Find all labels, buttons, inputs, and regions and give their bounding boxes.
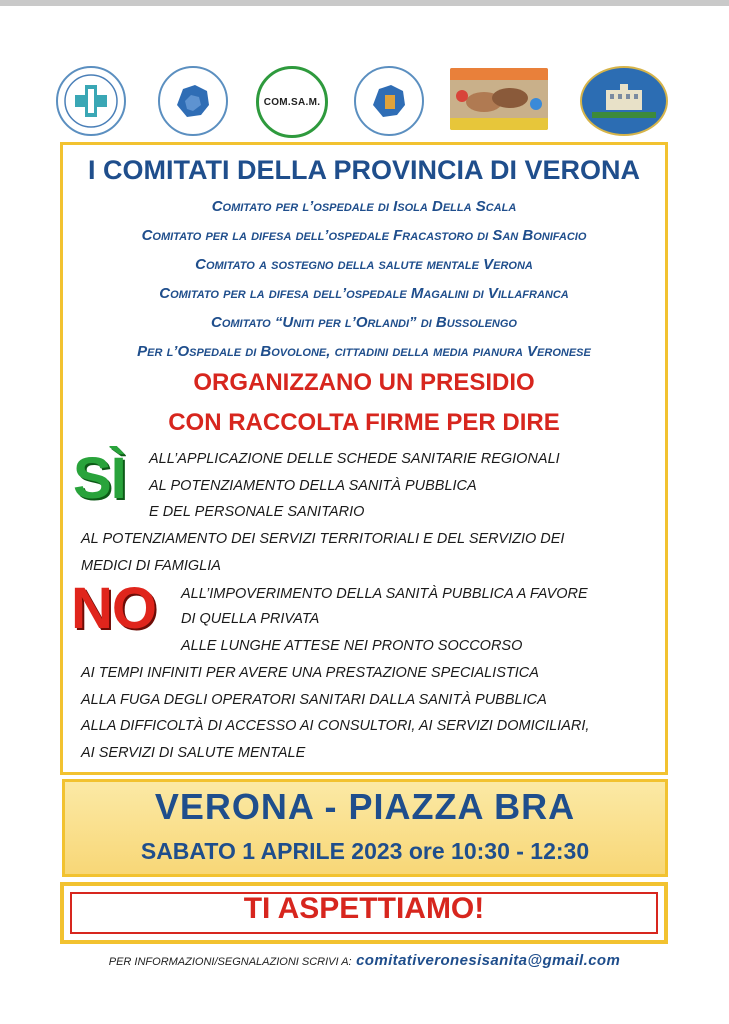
no-item: DI QUELLA PRIVATA xyxy=(181,611,320,627)
no-item: ALLA DIFFICOLTÀ DI ACCESSO AI CONSULTORI, AI SERVIZI DOMICILIARI, xyxy=(81,718,590,734)
no-item: ALLA FUGA DEGLI OPERATORI SANITARI DALLA SANITÀ PUBBLICA xyxy=(81,692,547,708)
yes-item: ALL’APPLICAZIONE DELLE SCHEDE SANITARIE REGIONALI xyxy=(149,451,560,467)
veneto-region-logo xyxy=(158,66,228,136)
veneto-comitato-logo xyxy=(354,66,424,136)
committee-line: Comitato “Uniti per l’Orlandi” di Bussolengo xyxy=(210,314,517,331)
no-item: ALLE LUNGHE ATTESE NEI PRONTO SOCCORSO xyxy=(181,638,523,654)
top-border xyxy=(0,0,729,6)
yes-item: AL POTENZIAMENTO DELLA SANITÀ PUBBLICA xyxy=(149,478,477,494)
yes-item: MEDICI DI FAMIGLIA xyxy=(81,558,221,574)
comsam-logo-text: COM.SA.M. xyxy=(263,96,321,108)
committee-line: Per l’Ospedale di Bovolone, cittadini della media pianura Veronese xyxy=(137,343,591,360)
main-frame xyxy=(60,142,668,775)
comsam-logo xyxy=(256,66,328,138)
event-date: SABATO 1 APRILE 2023 ore 10:30 - 12:30 xyxy=(140,838,590,864)
comitato-isola-della-scala-logo xyxy=(56,66,126,136)
committee-line: Comitato per l’ospedale di Isola Della Scala xyxy=(211,198,517,215)
committee-line: Comitato per la difesa dell’ospedale Fracastoro di San Bonifacio xyxy=(141,227,587,244)
no-item: AI SERVIZI DI SALUTE MENTALE xyxy=(81,745,306,761)
committee-line: Comitato per la difesa dell’ospedale Magalini di Villafranca xyxy=(159,285,569,302)
yes-label: SÌ xyxy=(73,446,126,511)
uniti-per-orlandi-logo xyxy=(450,68,548,130)
closing-text: TI ASPETTIAMO! xyxy=(243,892,485,925)
event-place: VERONA - PIAZZA BRA xyxy=(154,786,576,827)
ospedale-bovolone-logo xyxy=(580,66,668,136)
event-box xyxy=(62,779,668,877)
no-item: ALL’IMPOVERIMENTO DELLA SANITÀ PUBBLICA A FAVORE xyxy=(181,586,588,602)
committee-line: Comitato a sostegno della salute mentale Verona xyxy=(195,256,533,273)
closing-box xyxy=(60,882,668,944)
yes-item: E DEL PERSONALE SANITARIO xyxy=(149,504,365,520)
footer-email-link[interactable]: comitativeronesisanita@gmail.com xyxy=(356,952,621,969)
call-line-2: CON RACCOLTA FIRME PER DIRE xyxy=(168,409,560,436)
footer-label: PER INFORMAZIONI/SEGNALAZIONI SCRIVI A: xyxy=(108,956,352,968)
logo-row xyxy=(56,66,672,136)
call-line-1: ORGANIZZANO UN PRESIDIO xyxy=(193,369,535,396)
footer xyxy=(0,952,729,970)
yes-item: AL POTENZIAMENTO DEI SERVIZI TERRITORIALI E DEL SERVIZIO DEI xyxy=(81,531,565,547)
no-label: NO xyxy=(71,576,156,641)
no-item: AI TEMPI INFINITI PER AVERE UNA PRESTAZIONE SPECIALISTICA xyxy=(81,665,539,681)
page-title: I COMITATI DELLA PROVINCIA DI VERONA xyxy=(88,155,640,185)
